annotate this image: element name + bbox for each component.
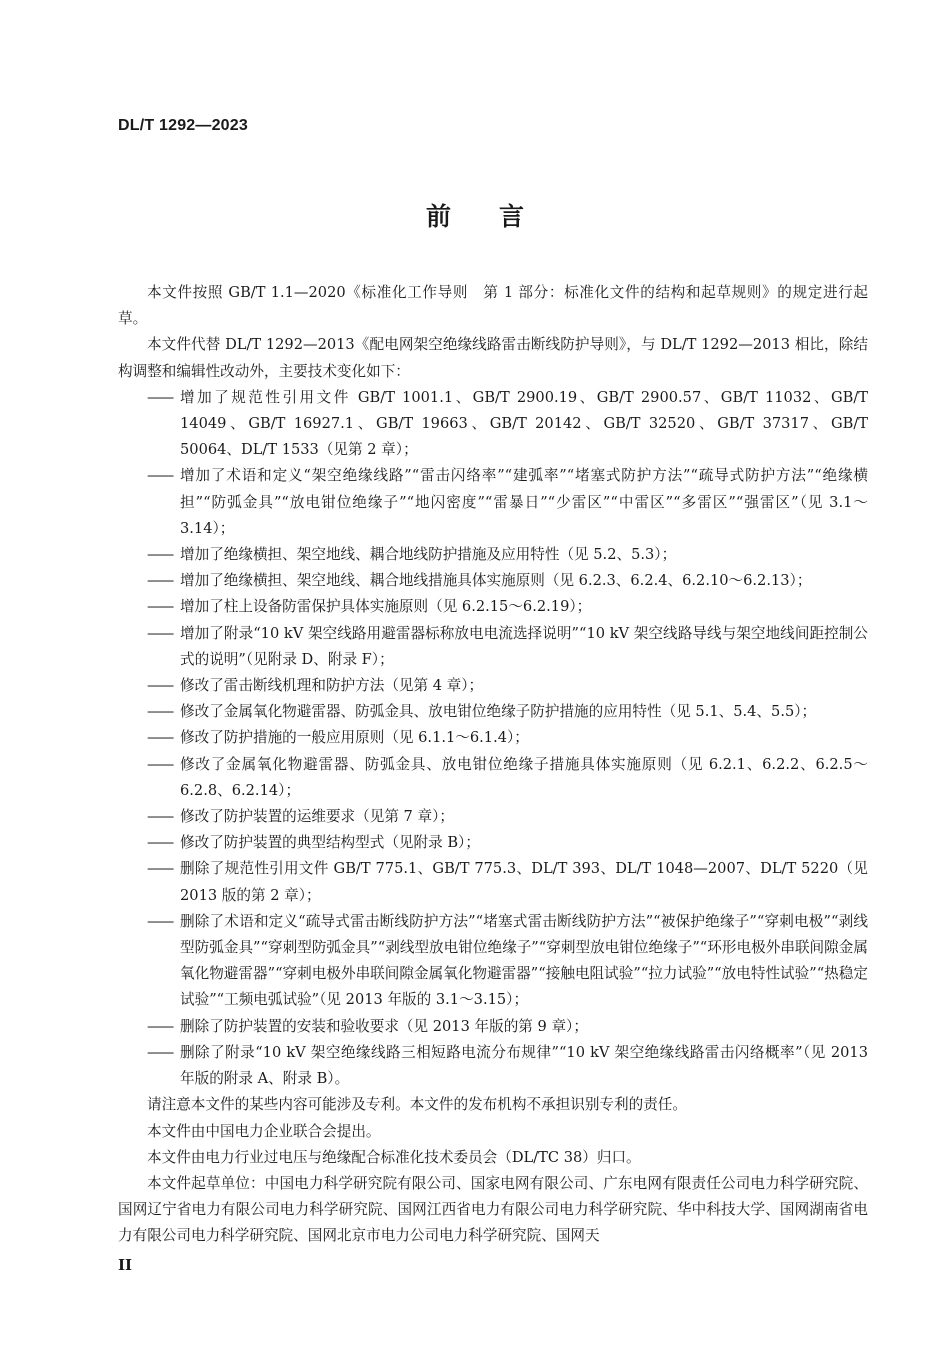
dash-marker: —— [147, 703, 173, 721]
change-item-text: 增加了绝缘横担、架空地线、耦合地线防护措施及应用特性（见 5.2、5.3）； [180, 546, 677, 564]
change-item-text: 删除了附录“10 kV 架空绝缘线路三相短路电流分布规律”“10 kV 架空绝缘线路雷击闪络概率”（见 2013 年版的附录 A、附录 B）。 [180, 1043, 868, 1088]
change-item-text: 删除了规范性引用文件 GB/T 775.1、GB/T 775.3、DL/T 393、DL/T 1048—2007、DL/T 5220（见 2013 版的第 2 章）； [180, 860, 868, 904]
change-item-text: 增加了绝缘横担、架空地线、耦合地线措施具体实施原则（见 6.2.3、6.2.4、6.2.10～6.2.13）； [180, 572, 812, 590]
page-title [0, 197, 950, 233]
dash-marker: —— [147, 598, 173, 616]
page-number: II [118, 1256, 133, 1274]
dash-marker: —— [147, 1043, 173, 1061]
dash-marker: —— [147, 729, 173, 747]
change-item [118, 594, 868, 620]
committee-statement: 本文件由电力行业过电压与绝缘配合标准化技术委员会（DL/TC 38）归口。 [147, 1148, 641, 1166]
change-item-text: 增加了规范性引用文件 GB/T 1001.1、GB/T 2900.19、GB/T 2900.57、GB/T 11032、GB/T 14049、GB/T 16927.1、GB/T 19663、GB/T 20142、GB/T 32520、GB/T 37317、GB/T 50064、DL/T 1533（见第 2 章）； [180, 388, 868, 459]
change-item-text: 修改了防护装置的运维要求（见第 7 章）； [180, 808, 454, 826]
change-item-text: 修改了金属氧化物避雷器、防弧金具、放电钳位绝缘子措施具体实施原则（见 6.2.1、6.2.2、6.2.5～6.2.8、6.2.14）； [180, 755, 868, 799]
change-item [118, 1040, 868, 1092]
change-item [118, 699, 868, 725]
change-item-text: 增加了术语和定义“架空绝缘线路”“雷击闪络率”“建弧率”“堵塞式防护方法”“疏导式防护方法”“绝缘横担”“防弧金具”“放电钳位绝缘子”“地闪密度”“雷暴日”“少雷区”“中雷区”“多雷区”“强雷区”（见 3.1～3.14）； [180, 467, 868, 537]
change-item-text: 增加了柱上设备防雷保护具体实施原则（见 6.2.15～6.2.19）； [180, 598, 592, 616]
dash-marker: —— [147, 1017, 173, 1035]
change-item-text: 修改了金属氧化物避雷器、防弧金具、放电钳位绝缘子防护措施的应用特性（见 5.1、5.4、5.5）； [180, 703, 817, 721]
intro-paragraph: 本文件按照 GB/T 1.1—2020《标准化工作导则 第 1 部分：标准化文件的结构和起草规则》的规定进行起草。 [118, 284, 868, 328]
title-char-2: 言 [499, 202, 525, 231]
change-item [118, 542, 868, 568]
change-item [118, 856, 868, 908]
change-item [118, 385, 868, 464]
drafting-units: 本文件起草单位：中国电力科学研究院有限公司、国家电网有限公司、广东电网有限责任公司电力科学研究院、国网辽宁省电力有限公司电力科学研究院、国网江西省电力有限公司电力科学研究院、华中科技大学、国网湖南省电力有限公司电力科学研究院、国网北京市电力公司电力科学研究院、国网天 [118, 1174, 868, 1245]
change-item [118, 1014, 868, 1040]
foreword-body [118, 280, 868, 1250]
change-item [118, 673, 868, 699]
change-item [118, 909, 868, 1014]
dash-marker: —— [147, 546, 173, 564]
intro-paragraph: 本文件代替 DL/T 1292—2013《配电网架空绝缘线路雷击断线防护导则》，与 DL/T 1292—2013 相比，除结构调整和编辑性改动外，主要技术变化如下： [118, 336, 868, 380]
dash-marker: —— [147, 755, 173, 773]
dash-marker: —— [147, 388, 173, 406]
dash-marker: —— [147, 912, 173, 930]
proposer-statement: 本文件由中国电力企业联合会提出。 [147, 1122, 381, 1140]
change-item-text: 修改了防护装置的典型结构型式（见附录 B）； [180, 834, 480, 852]
change-item [118, 804, 868, 830]
change-item [118, 830, 868, 856]
change-item-text: 修改了雷击断线机理和防护方法（见第 4 章）； [180, 677, 484, 695]
change-item [118, 752, 868, 804]
title-char-1: 前 [425, 202, 451, 231]
change-item-text: 删除了防护装置的安装和验收要求（见 2013 年版的第 9 章）； [180, 1017, 588, 1035]
dash-marker: —— [147, 572, 173, 590]
change-item [118, 621, 868, 673]
change-item [118, 463, 868, 542]
change-item-text: 删除了术语和定义“疏导式雷击断线防护方法”“堵塞式雷击断线防护方法”“被保护绝缘子”“穿刺电极”“剥线型防弧金具”“穿刺型防弧金具”“剥线型放电钳位绝缘子”“穿刺型放电钳位绝缘子”“环形电极外串联间隙金属氧化物避雷器”“穿刺电极外串联间隙金属氧化物避雷器”“接触电阻试验”“拉力试验”“放电特性试验”“热稳定试验”“工频电弧试验”（见 2013 年版的 3.1～3.15）； [180, 912, 868, 1009]
patent-notice: 请注意本文件的某些内容可能涉及专利。本文件的发布机构不承担识别专利的责任。 [147, 1096, 687, 1114]
dash-marker: —— [147, 808, 173, 826]
document-code: DL/T 1292—2023 [118, 117, 248, 134]
dash-marker: —— [147, 467, 173, 485]
change-item-text: 增加了附录“10 kV 架空线路用避雷器标称放电电流选择说明”“10 kV 架空线路导线与架空地线间距控制公式的说明”（见附录 D、附录 F）； [180, 624, 868, 668]
change-item [118, 568, 868, 594]
change-item-text: 修改了防护措施的一般应用原则（见 6.1.1～6.1.4）； [180, 729, 529, 747]
dash-marker: —— [147, 677, 173, 695]
dash-marker: —— [147, 834, 173, 852]
dash-marker: —— [147, 624, 173, 642]
change-item [118, 725, 868, 751]
dash-marker: —— [147, 860, 173, 878]
